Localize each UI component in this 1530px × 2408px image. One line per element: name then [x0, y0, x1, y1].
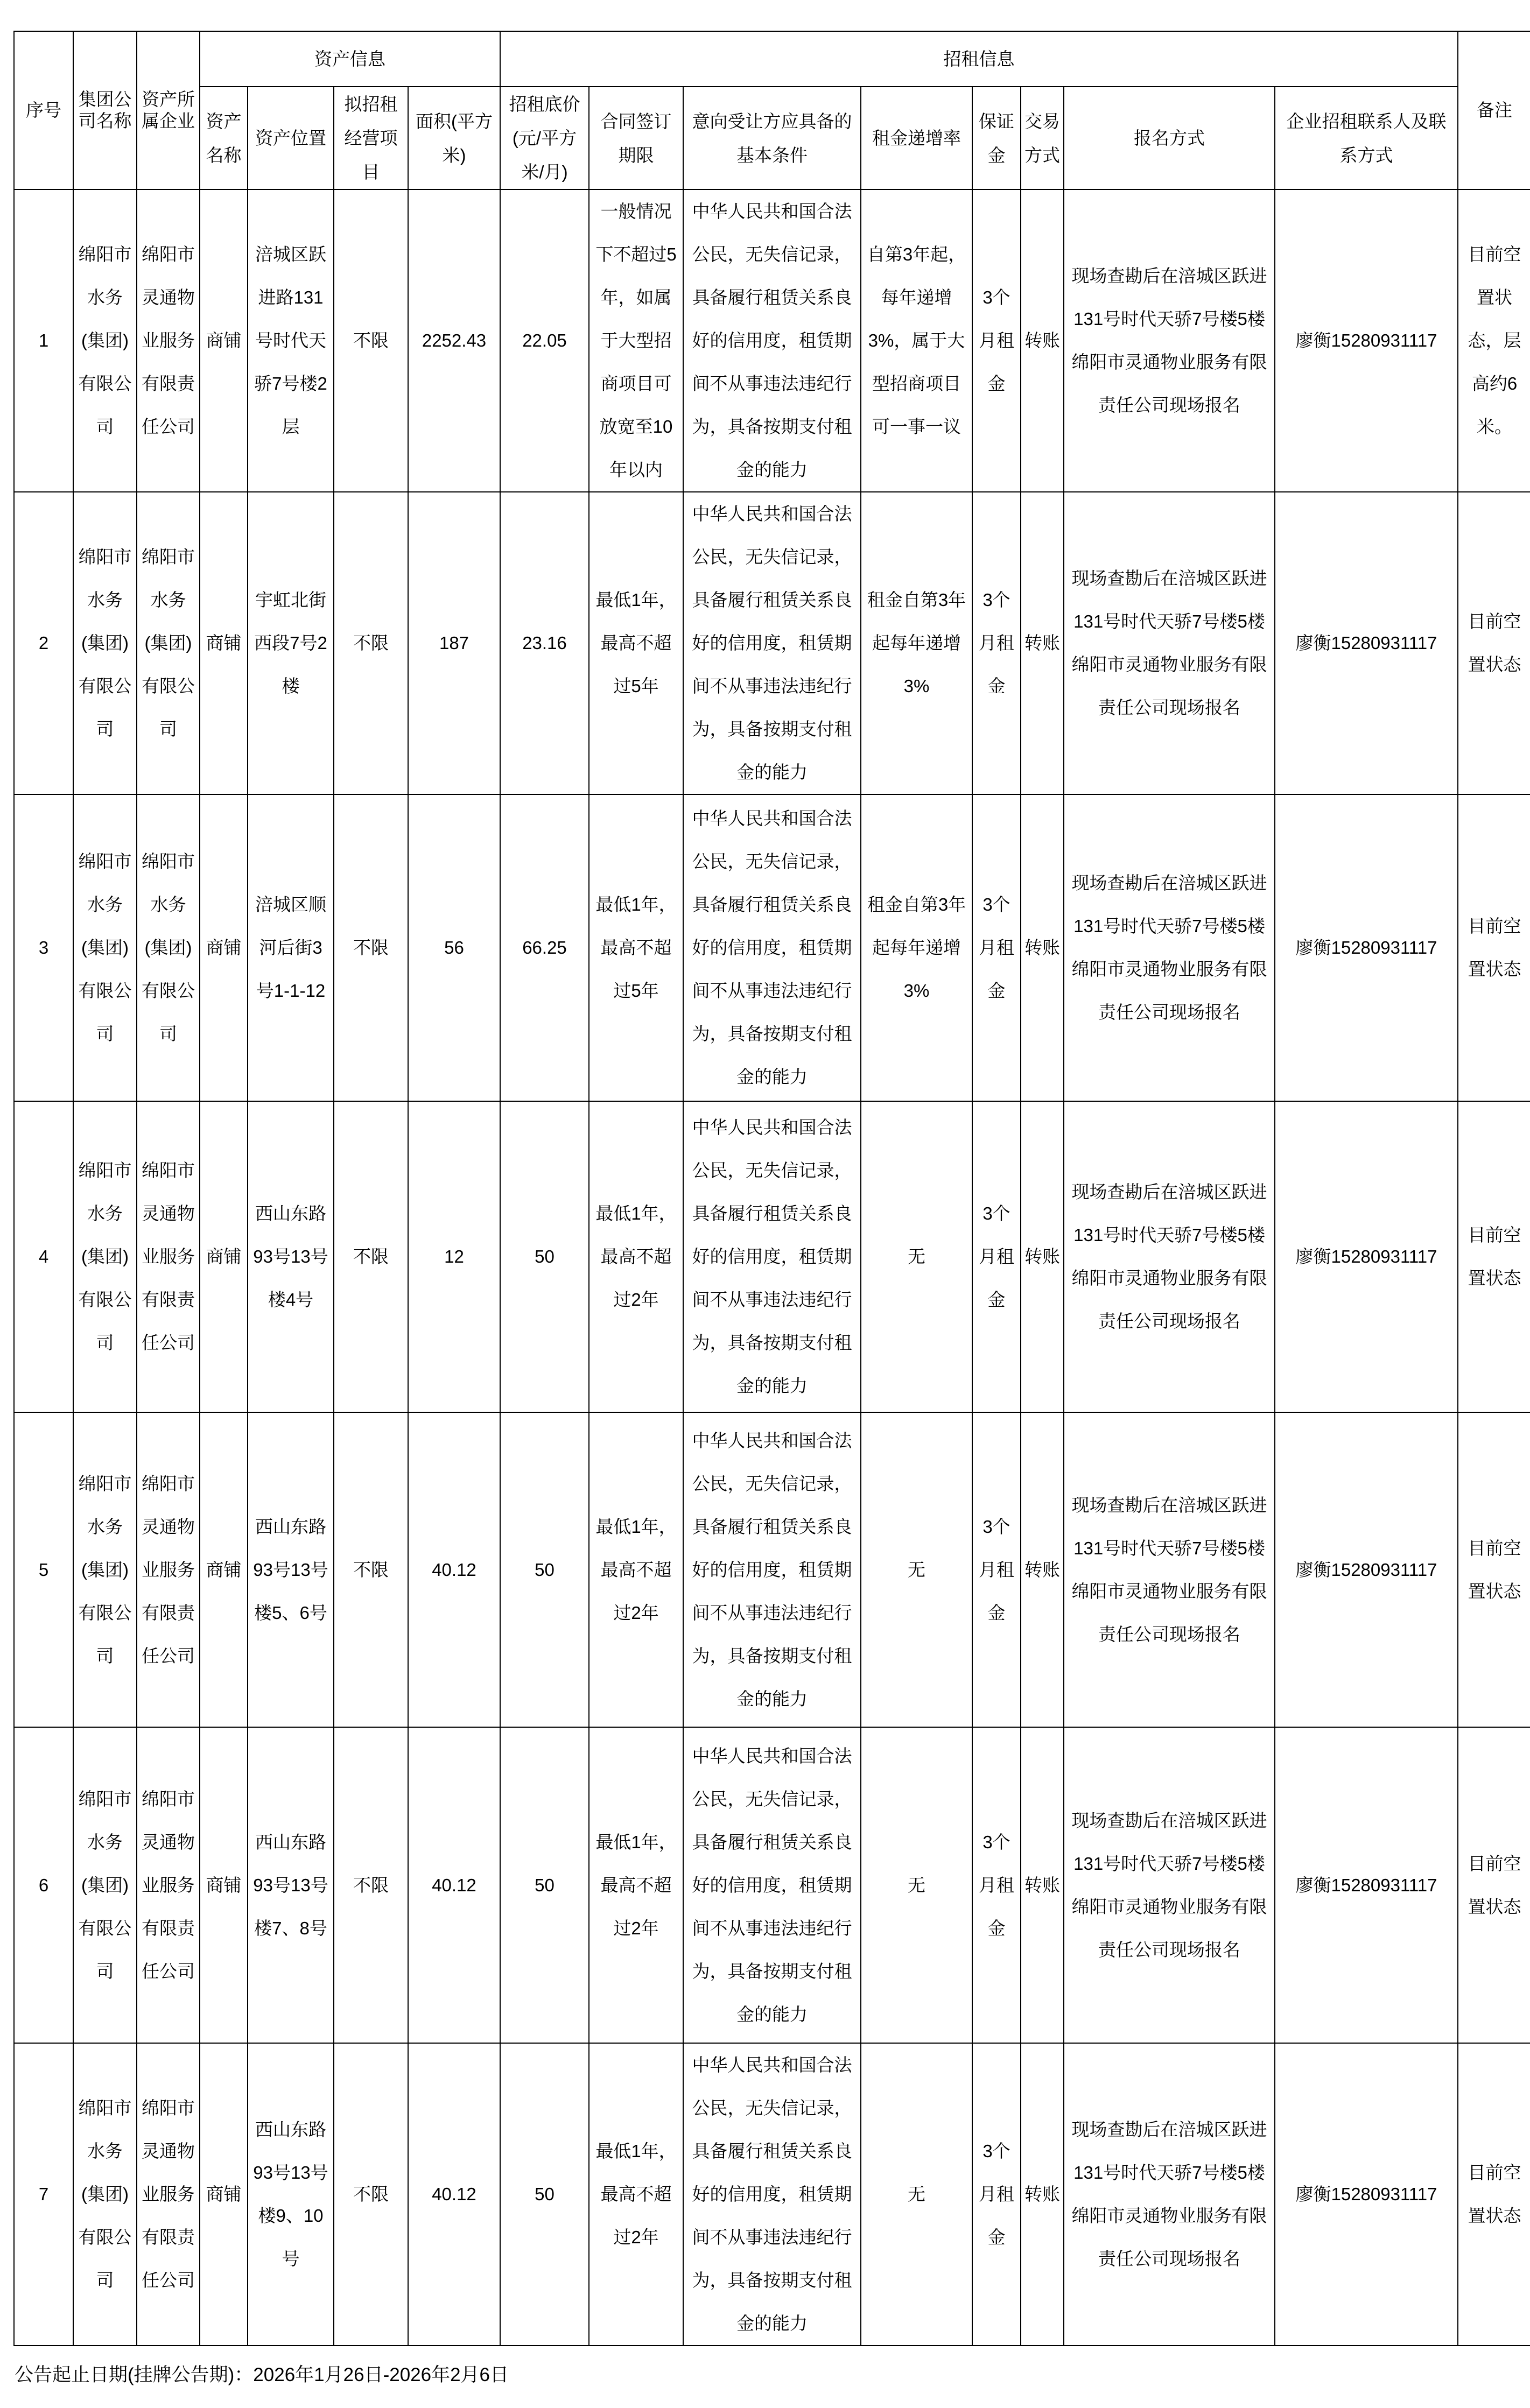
cell-asset-name: 商铺	[200, 1101, 248, 1412]
cell-owner-enterprise: 绵阳市灵通物业服务有限责任公司	[137, 189, 200, 492]
cell-base-price: 22.05	[500, 189, 589, 492]
cell-remarks: 目前空置状态	[1458, 492, 1530, 794]
cell-owner-enterprise: 绵阳市灵通物业服务有限责任公司	[137, 1101, 200, 1412]
cell-contract-term: 最低1年，最高不超过2年	[589, 1101, 683, 1412]
header-remarks: 备注	[1458, 31, 1530, 189]
cell-remarks: 目前空置状态	[1458, 1727, 1530, 2043]
cell-basic-conditions: 中华人民共和国合法公民，无失信记录，具备履行租赁关系良好的信用度，租赁期间不从事违法违纪行为，具备按期支付租金的能力	[683, 1727, 861, 2043]
table-row	[14, 794, 1530, 1101]
cell-proposed-business: 不限	[334, 1727, 408, 2043]
cell-base-price: 50	[500, 2043, 589, 2346]
cell-registration-method: 现场查勘后在涪城区跃进131号时代天骄7号楼5楼绵阳市灵通物业服务有限责任公司现场报名	[1064, 1727, 1275, 2043]
cell-registration-method: 现场查勘后在涪城区跃进131号时代天骄7号楼5楼绵阳市灵通物业服务有限责任公司现场报名	[1064, 794, 1275, 1101]
cell-deposit: 3个月租金	[972, 1727, 1021, 2043]
announcement-period: 公告起止日期(挂牌公告期)：2026年1月26日-2026年2月6日	[15, 2364, 509, 2385]
cell-owner-enterprise: 绵阳市灵通物业服务有限责任公司	[137, 1412, 200, 1727]
cell-contact: 廖衡15280931117	[1275, 794, 1458, 1101]
cell-contract-term: 最低1年，最高不超过5年	[589, 794, 683, 1101]
cell-registration-method: 现场查勘后在涪城区跃进131号时代天骄7号楼5楼绵阳市灵通物业服务有限责任公司现场报名	[1064, 1101, 1275, 1412]
header-rent-increase-rate: 租金递增率	[861, 87, 972, 189]
cell-asset-name: 商铺	[200, 1727, 248, 2043]
header-seq: 序号	[14, 31, 73, 189]
cell-group-company: 绵阳市水务(集团)有限公司	[73, 492, 137, 794]
cell-group-company: 绵阳市水务(集团)有限公司	[73, 1412, 137, 1727]
cell-contract-term: 最低1年，最高不超过5年	[589, 492, 683, 794]
header-asset-location: 资产位置	[248, 87, 334, 189]
cell-seq: 3	[14, 794, 73, 1101]
cell-registration-method: 现场查勘后在涪城区跃进131号时代天骄7号楼5楼绵阳市灵通物业服务有限责任公司现场报名	[1064, 1412, 1275, 1727]
cell-seq: 5	[14, 1412, 73, 1727]
cell-transaction-method: 转账	[1021, 492, 1064, 794]
cell-area: 187	[408, 492, 500, 794]
cell-transaction-method: 转账	[1021, 1412, 1064, 1727]
cell-remarks: 目前空置状态	[1458, 2043, 1530, 2346]
cell-rent-increase-rate: 无	[861, 2043, 972, 2346]
cell-group-company: 绵阳市水务(集团)有限公司	[73, 1727, 137, 2043]
header-base-price: 招租底价(元/平方米/月)	[500, 87, 589, 189]
header-basic-conditions: 意向受让方应具备的基本条件	[683, 87, 861, 189]
cell-rent-increase-rate: 无	[861, 1727, 972, 2043]
cell-area: 40.12	[408, 1727, 500, 2043]
header-area: 面积(平方米)	[408, 87, 500, 189]
cell-seq: 4	[14, 1101, 73, 1412]
table-row	[14, 1727, 1530, 2043]
cell-basic-conditions: 中华人民共和国合法公民，无失信记录，具备履行租赁关系良好的信用度，租赁期间不从事违法违纪行为，具备按期支付租金的能力	[683, 189, 861, 492]
cell-proposed-business: 不限	[334, 189, 408, 492]
cell-asset-location: 西山东路93号13号楼5、6号	[248, 1412, 334, 1727]
table-row	[14, 189, 1530, 492]
cell-contact: 廖衡15280931117	[1275, 189, 1458, 492]
cell-registration-method: 现场查勘后在涪城区跃进131号时代天骄7号楼5楼绵阳市灵通物业服务有限责任公司现场报名	[1064, 2043, 1275, 2346]
cell-deposit: 3个月租金	[972, 1101, 1021, 1412]
cell-contract-term: 一般情况下不超过5年，如属于大型招商项目可放宽至10年以内	[589, 189, 683, 492]
cell-proposed-business: 不限	[334, 794, 408, 1101]
cell-contact: 廖衡15280931117	[1275, 1101, 1458, 1412]
cell-asset-location: 涪城区跃进路131号时代天骄7号楼2层	[248, 189, 334, 492]
cell-deposit: 3个月租金	[972, 189, 1021, 492]
table-row	[14, 492, 1530, 794]
cell-contract-term: 最低1年，最高不超过2年	[589, 2043, 683, 2346]
cell-transaction-method: 转账	[1021, 1101, 1064, 1412]
cell-rent-increase-rate: 租金自第3年起每年递增3%	[861, 794, 972, 1101]
header-proposed-business: 拟招租经营项目	[334, 87, 408, 189]
cell-contact: 廖衡15280931117	[1275, 492, 1458, 794]
cell-area: 56	[408, 794, 500, 1101]
cell-asset-name: 商铺	[200, 794, 248, 1101]
cell-rent-increase-rate: 无	[861, 1412, 972, 1727]
cell-contact: 廖衡15280931117	[1275, 2043, 1458, 2346]
cell-transaction-method: 转账	[1021, 1727, 1064, 2043]
cell-deposit: 3个月租金	[972, 2043, 1021, 2346]
cell-transaction-method: 转账	[1021, 189, 1064, 492]
cell-owner-enterprise: 绵阳市灵通物业服务有限责任公司	[137, 1727, 200, 2043]
table-body	[14, 189, 1530, 2346]
cell-remarks: 目前空置状态	[1458, 794, 1530, 1101]
cell-contract-term: 最低1年，最高不超过2年	[589, 1412, 683, 1727]
cell-deposit: 3个月租金	[972, 492, 1021, 794]
cell-registration-method: 现场查勘后在涪城区跃进131号时代天骄7号楼5楼绵阳市灵通物业服务有限责任公司现场报名	[1064, 492, 1275, 794]
table-row	[14, 1412, 1530, 1727]
table-row	[14, 1101, 1530, 1412]
cell-contact: 廖衡15280931117	[1275, 1412, 1458, 1727]
cell-area: 2252.43	[408, 189, 500, 492]
cell-group-company: 绵阳市水务(集团)有限公司	[73, 1101, 137, 1412]
cell-transaction-method: 转账	[1021, 2043, 1064, 2346]
cell-seq: 7	[14, 2043, 73, 2346]
cell-rent-increase-rate: 租金自第3年起每年递增3%	[861, 492, 972, 794]
cell-rent-increase-rate: 自第3年起，每年递增3%，属于大型招商项目可一事一议	[861, 189, 972, 492]
cell-basic-conditions: 中华人民共和国合法公民，无失信记录，具备履行租赁关系良好的信用度，租赁期间不从事违法违纪行为，具备按期支付租金的能力	[683, 1101, 861, 1412]
cell-asset-location: 宇虹北街西段7号2楼	[248, 492, 334, 794]
cell-contact: 廖衡15280931117	[1275, 1727, 1458, 2043]
cell-contract-term: 最低1年，最高不超过2年	[589, 1727, 683, 2043]
cell-transaction-method: 转账	[1021, 794, 1064, 1101]
cell-registration-method: 现场查勘后在涪城区跃进131号时代天骄7号楼5楼绵阳市灵通物业服务有限责任公司现场报名	[1064, 189, 1275, 492]
cell-asset-name: 商铺	[200, 2043, 248, 2346]
header-contact: 企业招租联系人及联系方式	[1275, 87, 1458, 189]
cell-remarks: 目前空置状态，层高约6米。	[1458, 189, 1530, 492]
cell-owner-enterprise: 绵阳市灵通物业服务有限责任公司	[137, 2043, 200, 2346]
cell-proposed-business: 不限	[334, 1101, 408, 1412]
cell-asset-name: 商铺	[200, 1412, 248, 1727]
cell-proposed-business: 不限	[334, 1412, 408, 1727]
cell-proposed-business: 不限	[334, 2043, 408, 2346]
cell-seq: 6	[14, 1727, 73, 2043]
cell-basic-conditions: 中华人民共和国合法公民，无失信记录，具备履行租赁关系良好的信用度，租赁期间不从事违法违纪行为，具备按期支付租金的能力	[683, 492, 861, 794]
cell-base-price: 50	[500, 1727, 589, 2043]
cell-owner-enterprise: 绵阳市水务(集团)有限公司	[137, 492, 200, 794]
cell-base-price: 50	[500, 1101, 589, 1412]
header-contract-term: 合同签订期限	[589, 87, 683, 189]
cell-deposit: 3个月租金	[972, 794, 1021, 1101]
cell-remarks: 目前空置状态	[1458, 1101, 1530, 1412]
header-asset-name: 资产名称	[200, 87, 248, 189]
cell-base-price: 50	[500, 1412, 589, 1727]
header-deposit: 保证金	[972, 87, 1021, 189]
cell-asset-location: 西山东路93号13号楼4号	[248, 1101, 334, 1412]
cell-asset-location: 西山东路93号13号楼7、8号	[248, 1727, 334, 2043]
cell-base-price: 66.25	[500, 794, 589, 1101]
rental-announcement-table	[13, 31, 1530, 2346]
cell-seq: 2	[14, 492, 73, 794]
cell-area: 12	[408, 1101, 500, 1412]
cell-group-company: 绵阳市水务(集团)有限公司	[73, 794, 137, 1101]
cell-proposed-business: 不限	[334, 492, 408, 794]
cell-asset-location: 西山东路93号13号楼9、10号	[248, 2043, 334, 2346]
cell-asset-name: 商铺	[200, 492, 248, 794]
header-rental-info-group: 招租信息	[500, 31, 1458, 87]
cell-remarks: 目前空置状态	[1458, 1412, 1530, 1727]
cell-seq: 1	[14, 189, 73, 492]
cell-owner-enterprise: 绵阳市水务(集团)有限公司	[137, 794, 200, 1101]
cell-basic-conditions: 中华人民共和国合法公民，无失信记录，具备履行租赁关系良好的信用度，租赁期间不从事违法违纪行为，具备按期支付租金的能力	[683, 794, 861, 1101]
cell-asset-location: 涪城区顺河后街3号1-1-12	[248, 794, 334, 1101]
cell-rent-increase-rate: 无	[861, 1101, 972, 1412]
cell-basic-conditions: 中华人民共和国合法公民，无失信记录，具备履行租赁关系良好的信用度，租赁期间不从事违法违纪行为，具备按期支付租金的能力	[683, 1412, 861, 1727]
cell-deposit: 3个月租金	[972, 1412, 1021, 1727]
table-row	[14, 2043, 1530, 2346]
cell-group-company: 绵阳市水务(集团)有限公司	[73, 189, 137, 492]
cell-area: 40.12	[408, 1412, 500, 1727]
cell-asset-name: 商铺	[200, 189, 248, 492]
cell-basic-conditions: 中华人民共和国合法公民，无失信记录，具备履行租赁关系良好的信用度，租赁期间不从事违法违纪行为，具备按期支付租金的能力	[683, 2043, 861, 2346]
cell-group-company: 绵阳市水务(集团)有限公司	[73, 2043, 137, 2346]
header-asset-info-group: 资产信息	[200, 31, 500, 87]
header-transaction-method: 交易方式	[1021, 87, 1064, 189]
cell-base-price: 23.16	[500, 492, 589, 794]
header-registration-method: 报名方式	[1064, 87, 1275, 189]
header-owner-enterprise: 资产所属企业	[137, 31, 200, 189]
cell-area: 40.12	[408, 2043, 500, 2346]
header-group-company: 集团公司名称	[73, 31, 137, 189]
table-header	[14, 31, 1530, 189]
